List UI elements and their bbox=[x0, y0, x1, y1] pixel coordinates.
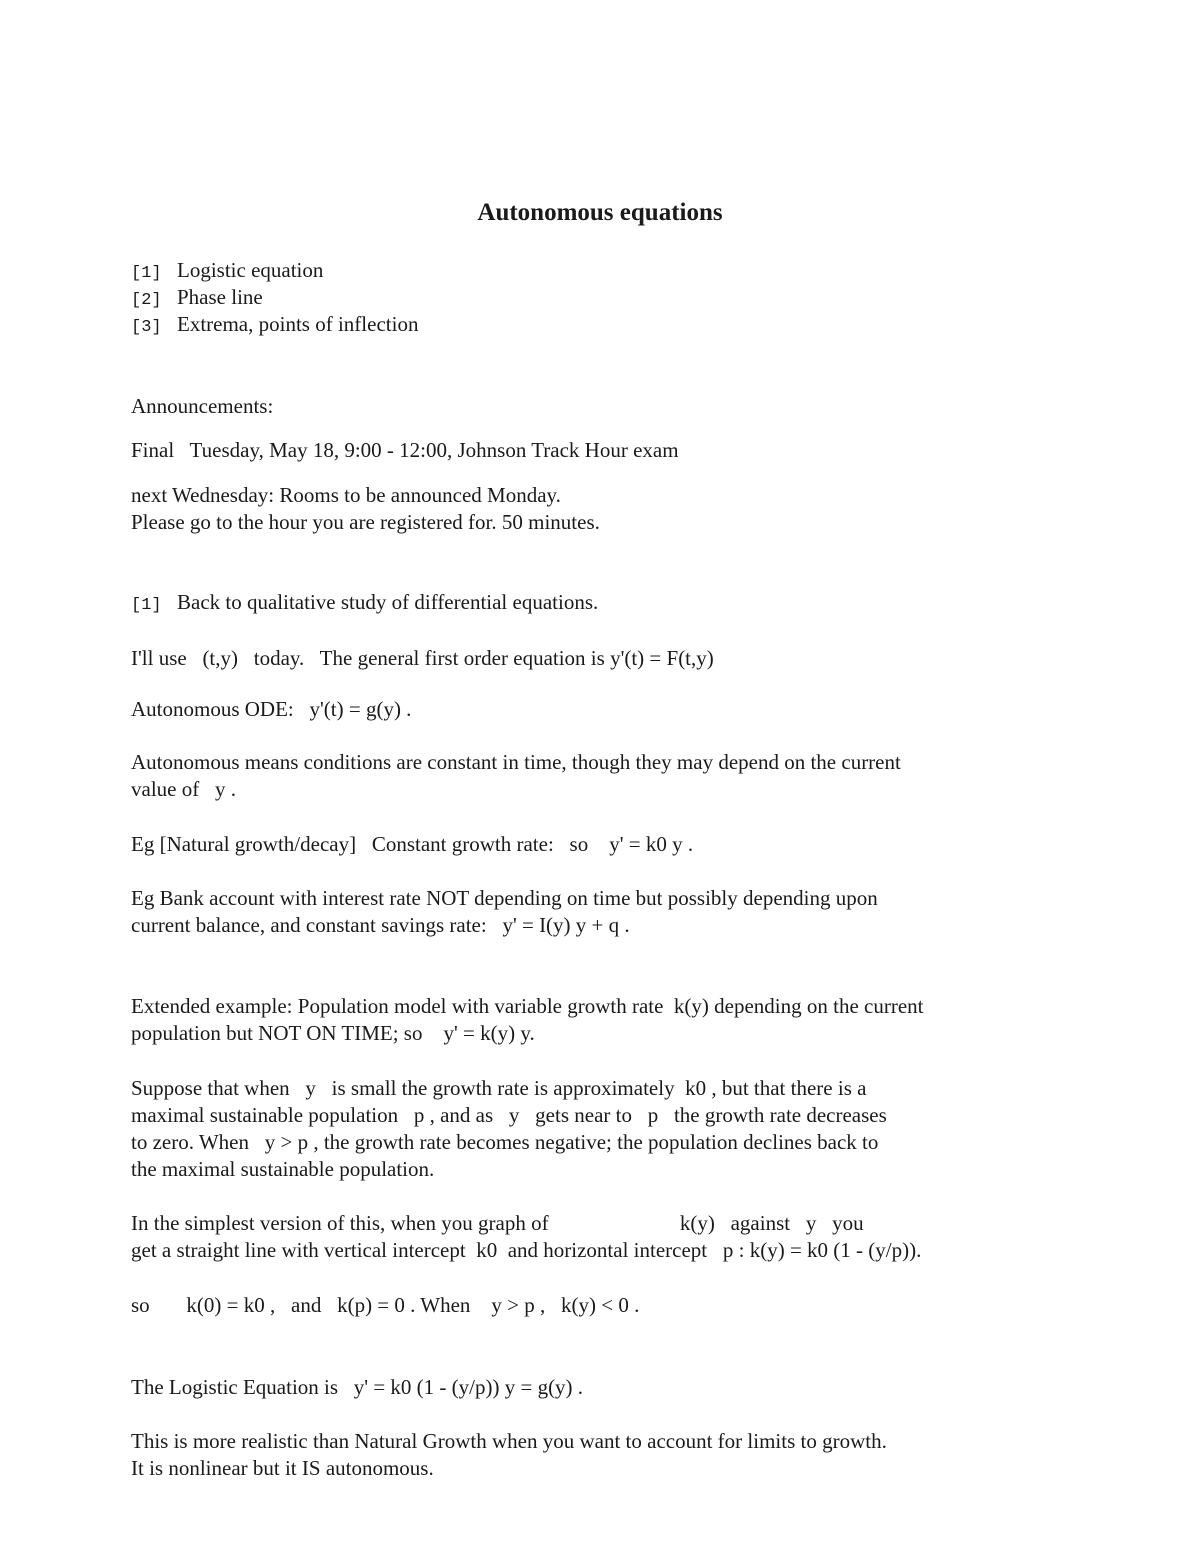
paragraph-line: Eg Bank account with interest rate NOT depending on time but possibly depending upon bbox=[131, 886, 878, 910]
outline-item bbox=[131, 311, 418, 341]
paragraph-line: get a straight line with vertical intercept k0 and horizontal intercept p : k(y) = k0 (1 - (y/p)). bbox=[131, 1238, 922, 1262]
announcements-heading: Announcements: bbox=[131, 394, 274, 418]
paragraph-line: maximal sustainable population p , and as y gets near to p the growth rate decreases bbox=[131, 1103, 887, 1127]
paragraph-line: the maximal sustainable population. bbox=[131, 1157, 435, 1181]
paragraph-line: This is more realistic than Natural Growth when you want to account for limits to growth. bbox=[131, 1429, 887, 1453]
section-number: [1] bbox=[131, 596, 162, 615]
outline-number: [2] bbox=[131, 291, 162, 310]
paragraph-line: It is nonlinear but it IS autonomous. bbox=[131, 1456, 434, 1480]
paragraph-line: The Logistic Equation is y' = k0 (1 - (y/p)) y = g(y) . bbox=[131, 1375, 584, 1399]
paragraph-line: value of y . bbox=[131, 777, 236, 801]
outline-text: Phase line bbox=[177, 285, 263, 309]
paragraph-line: Autonomous means conditions are constant in time, though they may depend on the current bbox=[131, 750, 901, 774]
section-heading bbox=[131, 589, 598, 619]
outline-number: [1] bbox=[131, 264, 162, 283]
outline-number: [3] bbox=[131, 318, 162, 337]
paragraph-line: I'll use (t,y) today. The general first order equation is y'(t) = F(t,y) bbox=[131, 646, 714, 670]
paragraph-line: population but NOT ON TIME; so y' = k(y) y. bbox=[131, 1021, 535, 1045]
paragraph-line: Extended example: Population model with variable growth rate k(y) depending on the current bbox=[131, 994, 924, 1018]
paragraph-line: Suppose that when y is small the growth rate is approximately k0 , but that there is a bbox=[131, 1076, 867, 1100]
outline-text: Extrema, points of inflection bbox=[177, 312, 419, 336]
paragraph-line: Autonomous ODE: y'(t) = g(y) . bbox=[131, 697, 412, 721]
outline-item bbox=[131, 257, 323, 287]
paragraph-line: In the simplest version of this, when you graph of k(y) against y you bbox=[131, 1211, 864, 1235]
announcement-line: Please go to the hour you are registered for. 50 minutes. bbox=[131, 510, 600, 534]
announcement-line: next Wednesday: Rooms to be announced Monday. bbox=[131, 483, 561, 507]
paragraph-line: Eg [Natural growth/decay] Constant growth rate: so y' = k0 y . bbox=[131, 832, 694, 856]
page-title: Autonomous equations bbox=[477, 199, 723, 226]
paragraph-line: to zero. When y > p , the growth rate becomes negative; the population declines back to bbox=[131, 1130, 879, 1154]
paragraph-line: so k(0) = k0 , and k(p) = 0 . When y > p , k(y) < 0 . bbox=[131, 1293, 640, 1317]
section-heading-text: Back to qualitative study of differential equations. bbox=[177, 590, 599, 614]
final-exam-line: Final Tuesday, May 18, 9:00 - 12:00, Johnson Track Hour exam bbox=[131, 438, 679, 462]
outline-text: Logistic equation bbox=[177, 258, 324, 282]
paragraph-line: current balance, and constant savings rate: y' = I(y) y + q . bbox=[131, 913, 630, 937]
outline-item bbox=[131, 284, 263, 314]
